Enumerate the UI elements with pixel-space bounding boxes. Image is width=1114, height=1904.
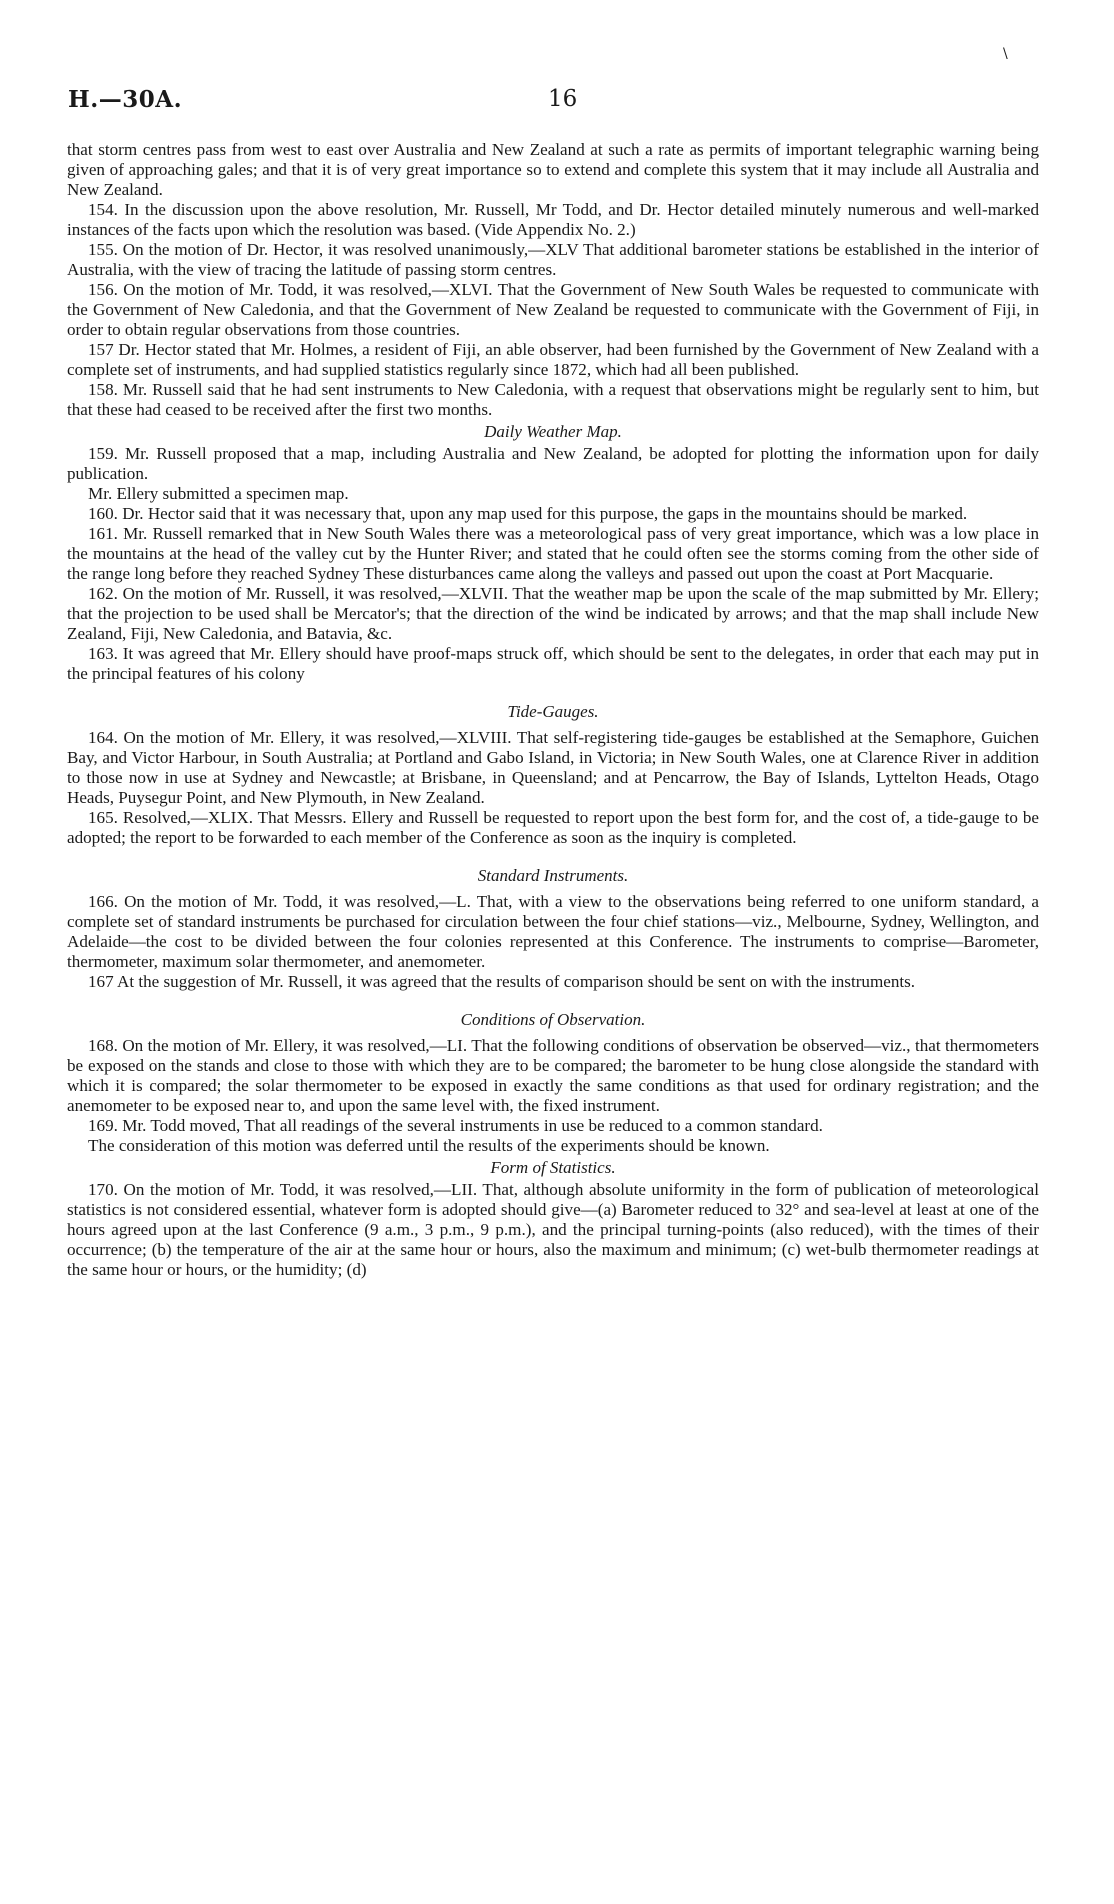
paragraph-continued: that storm centres pass from west to east over Australia and New Zealand at such a rate as permits of important telegraphic warning being given of approaching gales; and that it is of very great importance so to extend and complete this system that it may include all Australia and New Zealand. [67, 140, 1039, 199]
paragraph-157: 157 Dr. Hector stated that Mr. Holmes, a resident of Fiji, an able observer, had been furnished by the Government of New Zealand with a complete set of instruments, and had supplied statistics regularly since 1872, which had all been published. [67, 340, 1039, 379]
paragraph-164: 164. On the motion of Mr. Ellery, it was resolved,—XLVIII. That self-registering tide-gauges be established at the Semaphore, Guichen Bay, and Victor Harbour, in South Australia; at Portland and Gabo Island, in Victoria; in New South Wales, one at Clarence River in addition to those now in use at Sydney and Newcastle; at Brisbane, in Queensland; and at Pencarrow, the Bay of Islands, Lyttelton Heads, Otago Heads, Puysegur Point, and New Plymouth, in New Zealand. [67, 728, 1039, 807]
paragraph-169-note: The consideration of this motion was deferred until the results of the experiments should be known. [88, 1136, 770, 1155]
paragraph-158: 158. Mr. Russell said that he had sent instruments to New Caledonia, with a request that observations might be regularly sent to him, but that these had ceased to be received after the first two months. [67, 380, 1039, 419]
corner-mark: \ [1003, 46, 1008, 62]
paragraph-167: 167 At the suggestion of Mr. Russell, it was agreed that the results of comparison should be sent on with the instruments. [88, 972, 916, 991]
paragraph-159: 159. Mr. Russell proposed that a map, including Australia and New Zealand, be adopted for plotting the information upon for daily publication. [67, 444, 1039, 483]
paragraph-156: 156. On the motion of Mr. Todd, it was resolved,—XLVI. That the Government of New South Wales be requested to communicate with the Government of New Caledonia, and that the Government of New Zealand be requested to communicate with the Government of Fiji, in order to obtain regular observations from those countries. [67, 280, 1039, 339]
paragraph-155: 155. On the motion of Dr. Hector, it was resolved unanimously,—XLV That additional barometer stations be established in the interior of Australia, with the view of tracing the latitude of passing storm centres. [67, 240, 1039, 279]
section-heading-form-of-statistics: Form of Statistics. [490, 1158, 616, 1177]
paragraph-161: 161. Mr. Russell remarked that in New South Wales there was a meteorological pass of very great importance, which was a low place in the mountains at the head of the valley cut by the Hunter River; and stated that he could often see the storms coming from the other side of the range long before they reached Sydney These disturbances came along the valleys and passed out upon the coast at Port Macquarie. [67, 524, 1039, 583]
section-heading-daily-weather-map: Daily Weather Map. [484, 422, 622, 441]
paragraph-166: 166. On the motion of Mr. Todd, it was resolved,—L. That, with a view to the observations being referred to one uniform standard, a complete set of standard instruments be purchased for circulation between the four chief stations—viz., Melbourne, Sydney, Wellington, and Adelaide—the cost to be divided between the four colonies represented at this Conference. The instruments to comprise—Barometer, thermometer, maximum solar thermometer, and anemometer. [67, 892, 1039, 971]
page-body [67, 140, 1039, 1280]
section-heading-conditions-of-observation: Conditions of Observation. [460, 1010, 646, 1029]
paragraph-170: 170. On the motion of Mr. Todd, it was resolved,—LII. That, although absolute uniformity in the form of publication of meteorological statistics is not considered essential, whatever form is adopted should give—(a) Barometer reduced to 32° and sea-level at least at one of the hours agreed upon at the last Conference (9 a.m., 3 p.m., 9 p.m.), and the principal turning-points (also reduced), with the times of their occurrence; (b) the temperature of the air at the same hour or hours, also the maximum and minimum; (c) wet-bulb thermometer readings at the same hour or hours, or the humidity; (d) [67, 1180, 1039, 1279]
paragraph-154: 154. In the discussion upon the above resolution, Mr. Russell, Mr Todd, and Dr. Hector detailed minutely numerous and well-marked instances of the facts upon which the resolution was based. (Vide Appendix No. 2.) [67, 200, 1039, 239]
section-heading-tide-gauges: Tide-Gauges. [507, 702, 599, 721]
paragraph-168: 168. On the motion of Mr. Ellery, it was resolved,—LI. That the following conditions of observation be observed—viz., that thermometers be exposed on the stands and close to those with which they are to be compared; the barometer to be hung close alongside the standard with which it is compared; the solar thermometer to be exposed in exactly the same conditions as that used for ordinary registration; and the anemometer to be exposed near to, and upon the same level with, the fixed instrument. [67, 1036, 1039, 1115]
paragraph-160: 160. Dr. Hector said that it was necessary that, upon any map used for this purpose, the gaps in the mountains should be marked. [88, 504, 968, 523]
paragraph-159-note: Mr. Ellery submitted a specimen map. [88, 484, 349, 503]
paragraph-162: 162. On the motion of Mr. Russell, it was resolved,—XLVII. That the weather map be upon the scale of the map submitted by Mr. Ellery; that the projection to be used shall be Mercator's; that the direction of the wind be indicated by arrows; and that the map shall include New Zealand, Fiji, New Caledonia, and Batavia, &c. [67, 584, 1039, 643]
paragraph-165: 165. Resolved,—XLIX. That Messrs. Ellery and Russell be requested to report upon the best form for, and the cost of, a tide-gauge to be adopted; the report to be forwarded to each member of the Conference as soon as the inquiry is completed. [67, 808, 1039, 847]
page-header [68, 86, 1040, 120]
section-heading-standard-instruments: Standard Instruments. [477, 866, 629, 885]
paper-reference: H.—30A. [68, 86, 183, 113]
paragraph-163: 163. It was agreed that Mr. Ellery should have proof-maps struck off, which should be sent to the delegates, in order that each may put in the principal features of his colony [67, 644, 1039, 683]
page-number: 16 [548, 86, 578, 112]
paragraph-169: 169. Mr. Todd moved, That all readings of the several instruments in use be reduced to a common standard. [88, 1116, 823, 1135]
